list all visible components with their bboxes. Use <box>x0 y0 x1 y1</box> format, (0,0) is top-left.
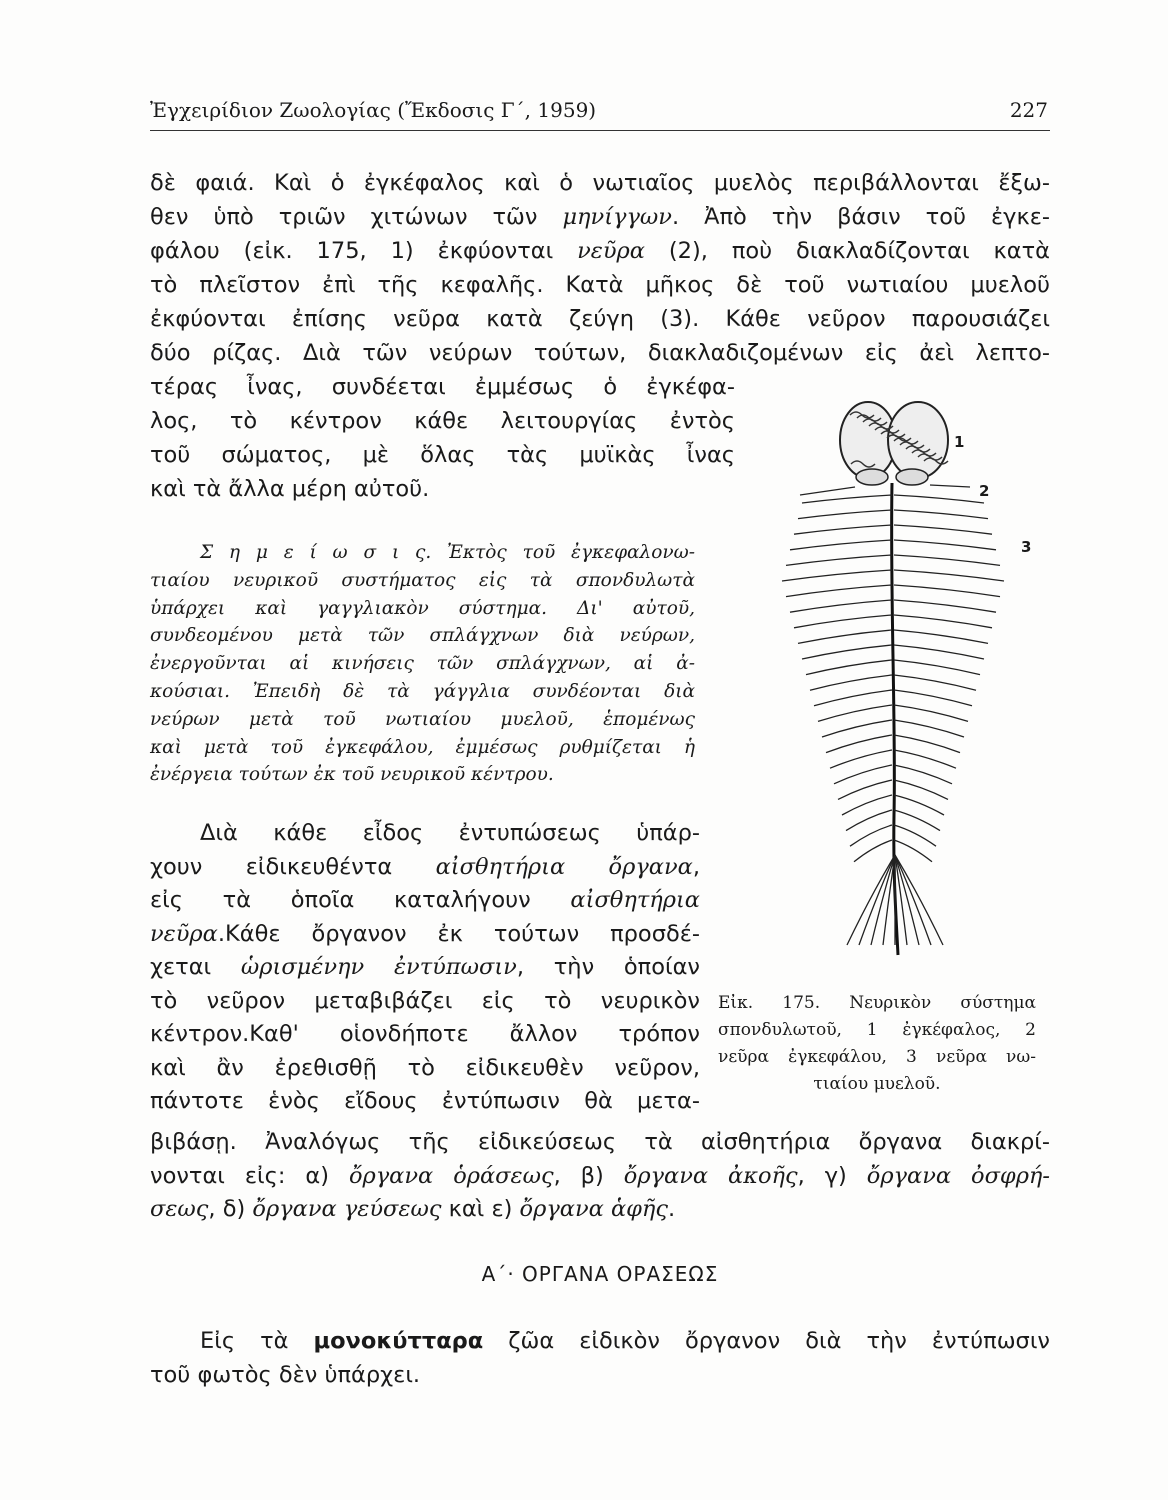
caption-line: σπονδυλωτοῦ, 1 ἐγκέφαλος, 2 <box>718 1020 1036 1040</box>
text-segment: τὸ πλεῖστον ἐπὶ τῆς κεφαλῆς. Κατὰ μῆκος δὲ τοῦ νωτιαίου μυελοῦ <box>150 272 1050 298</box>
text-line <box>150 268 1050 302</box>
text-line <box>150 706 695 734</box>
text-line <box>150 1324 1050 1358</box>
text-line <box>150 817 700 851</box>
text-segment: τιαίου νευρικοῦ συστήματος εἰς τὰ σπονδυλωτὰ <box>150 569 695 591</box>
text-line <box>150 539 695 567</box>
text-line <box>150 1160 1050 1194</box>
spinal-nerve-right <box>894 645 984 659</box>
text-segment: καὶ τὰ ἄλλα μέρη αὐτοῦ. <box>150 476 430 502</box>
text-segment: χουν εἰδικευθέντα <box>150 853 436 880</box>
cauda-nerve <box>859 855 895 945</box>
spinal-nerve-left <box>806 660 892 675</box>
spinal-nerve-left <box>802 495 892 503</box>
paragraph-1-continued <box>150 370 735 506</box>
text-line <box>150 438 735 472</box>
text-line <box>150 1358 1050 1392</box>
cauda-nerve <box>895 855 919 945</box>
italic-term: αἰσθητήρια ὄργανα <box>435 853 693 880</box>
text-segment: κέντρον.Καθ' οἱονδήποτε ἄλλον τρόπον <box>150 1021 700 1047</box>
spinal-nerve-left <box>786 555 892 565</box>
text-line <box>150 200 1050 234</box>
text-line <box>150 1018 700 1052</box>
section-heading: Α΄· ΟΡΓΑΝΑ ΟΡΑΣΕΩΣ <box>481 1262 719 1286</box>
text-line <box>150 1085 700 1119</box>
spinal-nerve-left <box>834 765 892 784</box>
figure-label-brain: 1 <box>954 433 965 451</box>
text-segment: . <box>668 1196 676 1222</box>
paragraph-3 <box>150 1324 1050 1392</box>
text-line <box>150 622 695 650</box>
paragraph-2-continued <box>150 1126 1050 1227</box>
text-segment: , τὴν ὁποίαν <box>516 954 700 980</box>
italic-term: ὄργανα ὀσφρή- <box>866 1162 1050 1189</box>
text-segment: , <box>692 853 700 880</box>
text-segment: ἐνεργοῦνται αἱ κινήσεις τῶν σπλάγχνων, αἱ ἀ- <box>150 653 695 675</box>
brain-lobe <box>856 469 888 485</box>
italic-term: νεῦρα <box>150 920 218 947</box>
spinal-nerve-left <box>822 720 892 737</box>
paragraph-2 <box>150 817 700 1119</box>
text-line <box>150 404 735 438</box>
text-segment: τοῦ σώματος, μὲ ὅλας τὰς μυϊκὰς ἶνας <box>150 442 735 468</box>
text-segment: κούσιαι. Ἐπειδὴ δὲ τὰ γάγγλια συνδέονται διὰ <box>150 680 695 702</box>
italic-term: ὄργανα ἀκοῆς <box>623 1162 798 1189</box>
spinal-nerve-left <box>830 750 892 768</box>
text-segment: καὶ ε) <box>441 1196 520 1222</box>
caption-line: νεῦρα ἐγκεφάλου, 3 νεῦρα νω- <box>718 1047 1036 1067</box>
spinal-nerve-right <box>894 750 956 768</box>
text-segment: Σ η μ ε ί ω σ ι ς. Ἐκτὸς τοῦ ἐγκεφαλονω- <box>200 542 695 563</box>
text-segment: χεται <box>150 954 241 980</box>
italic-term: ὄργανα ὁράσεως <box>348 1162 554 1189</box>
cauda-nerve <box>895 855 943 945</box>
text-segment: βιβάσῃ. Ἀναλόγως τῆς εἰδικεύσεως τὰ αἰσθητήρια ὄργανα διακρί- <box>150 1129 1050 1155</box>
spinal-nerve-left <box>802 645 892 659</box>
bold-term: μονοκύτταρα <box>313 1328 484 1354</box>
text-line <box>150 918 700 952</box>
spinal-nerve-right <box>894 630 988 643</box>
text-segment: δὲ φαιά. Καὶ ὁ ἐγκέφαλος καὶ ὁ νωτιαῖος μυελὸς περιβάλλονται ἔξω- <box>150 170 1050 196</box>
text-line <box>150 1052 700 1086</box>
text-line <box>150 985 700 1019</box>
italic-term: σεως <box>150 1196 209 1222</box>
cauda-nerve <box>895 855 931 945</box>
spinal-nerve-right <box>894 570 1004 581</box>
text-line <box>150 302 1050 336</box>
spinal-nerve-right <box>894 735 960 753</box>
text-segment: καὶ ἂν ἐρεθισθῇ τὸ εἰδικευθὲν νεῦρον, <box>150 1054 700 1081</box>
caption-line: τιαίου μυελοῦ. <box>813 1074 941 1094</box>
spinal-nerve-left <box>786 585 892 597</box>
spinal-nerve-left <box>798 630 892 643</box>
spinal-nerve-left <box>794 525 892 534</box>
running-title: Ἐγχειρίδιον Ζωολογίας (Ἔκδοσις Γ΄, 1959) <box>150 98 597 122</box>
text-segment: καὶ μετὰ τοῦ ἐγκεφάλου, ἐμμέσως ρυθμίζεται ἡ <box>150 736 695 758</box>
text-segment: συνδεομένου μετὰ τῶν σπλάγχνων διὰ νεύρων, <box>150 625 695 647</box>
text-segment: , β) <box>553 1162 624 1189</box>
text-segment: τέρας ἶνας, συνδέεται ἐμμέσως ὁ ἐγκέφα- <box>150 374 735 400</box>
text-segment: Διὰ κάθε εἶδος ἐντυπώσεως ὑπάρ- <box>200 820 700 846</box>
text-line <box>150 595 695 623</box>
italic-term: ὡρισμένην ἐντύπωσιν <box>240 954 517 980</box>
spinal-nerve-left <box>790 540 892 550</box>
text-segment: νονται εἰς: α) <box>150 1162 349 1189</box>
italic-term: αἰσθητήρια <box>570 887 700 913</box>
spinal-nerve-right <box>894 675 976 690</box>
text-line <box>150 650 695 678</box>
running-header <box>150 96 1050 131</box>
text-segment: . Ἀπὸ τὴν βάσιν τοῦ ἐγκε- <box>671 204 1050 230</box>
italic-term: ὄργανα γεύσεως <box>252 1196 442 1222</box>
spinal-nerve-left <box>814 690 892 706</box>
text-line <box>150 166 1050 200</box>
text-segment: πάντοτε ἑνὸς εἴδους ἐντύπωσιν θὰ μετα- <box>150 1088 700 1114</box>
text-line <box>150 1193 1050 1227</box>
text-segment: εἰς τὰ ὁποῖα καταλήγουν <box>150 887 571 913</box>
spinal-nerve-right <box>894 690 972 706</box>
spinal-nerve-left <box>826 735 892 753</box>
cauda-nerve <box>847 855 895 945</box>
text-line <box>150 567 695 595</box>
text-segment: ἐκφύονται ἐπίσης νεῦρα κατὰ ζεύγη (3). Κάθε νεῦρον παρουσιάζει <box>150 306 1050 332</box>
cauda-nerve <box>871 855 895 945</box>
spinal-nerve-right <box>894 660 980 675</box>
spinal-nerve-right <box>894 600 996 612</box>
text-line <box>150 851 700 885</box>
spinal-nerve-right <box>894 525 992 534</box>
text-segment: φάλου (εἰκ. 175, 1) ἐκφύονται <box>150 238 578 264</box>
spinal-nerve-left <box>854 840 892 862</box>
spinal-nerve-right <box>894 555 1000 565</box>
text-line <box>150 884 700 918</box>
text-line <box>150 472 735 506</box>
text-line <box>150 234 1050 268</box>
cranial-nerve <box>800 487 855 495</box>
text-segment: (2), ποὺ διακλαδίζονται κατὰ <box>644 238 1050 264</box>
spinal-nerve-left <box>782 570 892 581</box>
text-segment: Εἰς τὰ <box>200 1328 314 1354</box>
note-paragraph <box>150 539 695 789</box>
text-line <box>150 370 735 404</box>
spinal-nerve-right <box>894 765 952 784</box>
figure-label-spinal-nerves: 3 <box>1021 538 1032 556</box>
text-segment: θεν ὑπὸ τριῶν χιτώνων τῶν <box>150 204 563 230</box>
text-segment: δύο ρίζας. Διὰ τῶν νεύρων τούτων, διακλαδιζομένων εἰς ἀεὶ λεπτο- <box>150 340 1050 366</box>
text-line <box>150 678 695 706</box>
italic-term: μηνίγγων <box>562 204 672 230</box>
cranial-nerve <box>930 485 970 487</box>
figure-caption <box>718 990 1036 1098</box>
paragraph-1 <box>150 166 1050 370</box>
brain-lobe <box>896 469 928 485</box>
spinal-nerve-right <box>894 585 1000 597</box>
spinal-nerve-left <box>810 675 892 690</box>
text-segment: , δ) <box>208 1196 253 1222</box>
page-number: 227 <box>1009 98 1048 122</box>
spinal-nerve-right <box>894 840 932 862</box>
text-segment: νεύρων μετὰ τοῦ νωτιαίου μυελοῦ, ἑπομένως <box>150 708 695 730</box>
spinal-nerve-left <box>794 615 892 628</box>
text-line <box>150 951 700 985</box>
text-line <box>150 761 695 789</box>
text-segment: ὑπάρχει καὶ γαγγλιακὸν σύστημα. Δι' αὐτοῦ, <box>150 597 695 619</box>
text-segment: ζῶα εἰδικὸν ὄργανον διὰ τὴν ἐντύπωσιν <box>483 1328 1050 1354</box>
text-line <box>150 336 1050 370</box>
caption-line: Εἰκ. 175. Νευρικὸν σύστημα <box>718 993 1036 1013</box>
spinal-nerve-right <box>894 540 996 550</box>
spinal-nerve-right <box>894 615 992 628</box>
spinal-nerve-left <box>818 705 892 721</box>
text-segment: λος, τὸ κέντρον κάθε λειτουργίας ἐντὸς <box>150 408 735 434</box>
text-segment: τοῦ φωτὸς δὲν ὑπάρχει. <box>150 1362 421 1388</box>
spinal-nerve-left <box>798 510 892 519</box>
figure-label-cranial-nerves: 2 <box>979 482 990 500</box>
spinal-nerve-right <box>894 495 984 503</box>
italic-term: ὄργανα ἁφῆς <box>519 1196 669 1222</box>
spinal-nerve-right <box>894 510 988 519</box>
spinal-nerve-left <box>790 600 892 612</box>
text-segment: , γ) <box>797 1162 867 1189</box>
spinal-nerve-right <box>894 720 964 737</box>
text-segment: ἐνέργεια τούτων ἐκ τοῦ νευρικοῦ κέντρου. <box>150 764 554 786</box>
spinal-nerve-right <box>894 705 968 721</box>
italic-term: νεῦρα <box>577 238 645 264</box>
text-segment: τὸ νεῦρον μεταβιβάζει εἰς τὸ νευρικὸν <box>150 987 700 1014</box>
text-line <box>150 1126 1050 1160</box>
text-line <box>150 734 695 762</box>
text-segment: .Κάθε ὄργανον ἐκ τούτων προσδέ- <box>217 920 700 947</box>
brain-right-hemisphere <box>888 402 948 478</box>
nervous-system-illustration <box>760 395 1060 975</box>
